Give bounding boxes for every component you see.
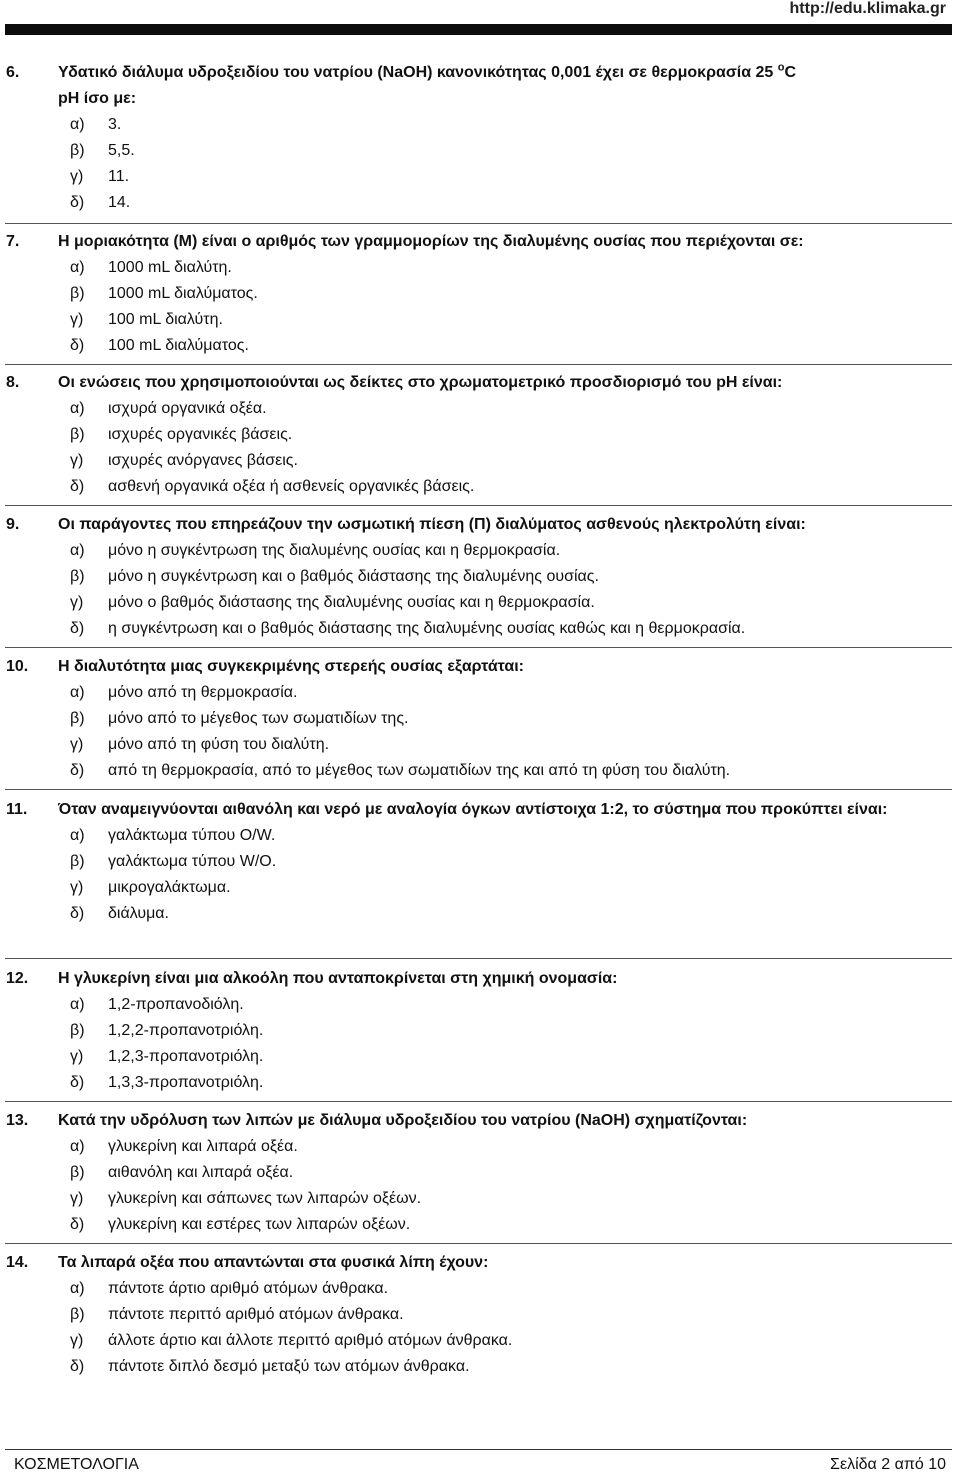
question-stem (0, 797, 960, 823)
option-a[interactable] (0, 1134, 960, 1160)
option-text: 14. (108, 194, 131, 211)
option-text: 100 mL διαλύτη. (108, 311, 223, 328)
option-label: δ) (70, 1358, 85, 1375)
option-c[interactable] (0, 590, 960, 616)
option-b[interactable] (0, 849, 960, 875)
option-a[interactable] (0, 823, 960, 849)
question-7 (0, 229, 960, 359)
question-12 (0, 966, 960, 1096)
question-11 (0, 797, 960, 927)
option-text: μόνο η συγκέντρωση και ο βαθμός διάστασης της διαλυμένης ουσίας. (108, 568, 599, 585)
question-text: Η γλυκερίνη είναι μια αλκοόλη που ανταποκρίνεται στη χημική ονομασία: (58, 970, 618, 987)
separator (5, 364, 952, 365)
option-label: β) (70, 710, 85, 727)
option-label: β) (70, 426, 85, 443)
option-label: α) (70, 116, 85, 133)
option-text: 11. (108, 168, 130, 185)
option-label: γ) (70, 311, 84, 328)
separator (5, 223, 952, 224)
separator (5, 789, 952, 790)
option-d[interactable] (0, 901, 960, 927)
option-d[interactable] (0, 1212, 960, 1238)
question-text-unit: C (784, 64, 797, 81)
option-label: γ) (70, 594, 84, 611)
option-d[interactable] (0, 333, 960, 359)
question-text: Η μοριακότητα (M) είναι ο αριθμός των γραμμομορίων της διαλυμένης ουσίας που περιέχονται σε: (58, 233, 804, 250)
option-label: β) (70, 142, 85, 159)
question-text-line2: pH ίσο με: (58, 90, 137, 107)
question-text: Οι ενώσεις που χρησιμοποιούνται ως δείκτες στο χρωματομετρικό προσδιορισμό του pH είναι: (58, 374, 783, 391)
option-c[interactable] (0, 448, 960, 474)
option-text: 1000 mL διαλύματος. (108, 285, 258, 302)
option-b[interactable] (0, 1018, 960, 1044)
option-text: μόνο από τη φύση του διαλύτη. (108, 736, 330, 753)
option-a[interactable] (0, 680, 960, 706)
question-text: Οι παράγοντες που επηρεάζουν την ωσμωτική πίεση (Π) διαλύματος ασθενούς ηλεκτρολύτη είναι: (58, 516, 806, 533)
option-label: β) (70, 1164, 85, 1181)
option-label: α) (70, 1138, 85, 1155)
question-number: 8. (6, 374, 20, 391)
option-label: δ) (70, 1074, 85, 1091)
question-text: Κατά την υδρόλυση των λιπών με διάλυμα υδροξειδίου του νατρίου (NaOH) σχηματίζονται: (58, 1112, 748, 1129)
option-text: άλλοτε άρτιο και άλλοτε περιττό αριθμό ατόμων άνθρακα. (108, 1332, 513, 1349)
footer-subject: ΚΟΣΜΕΤΟΛΟΓΙΑ (14, 1456, 139, 1473)
option-text: μικρογαλάκτωμα. (108, 879, 231, 896)
option-d[interactable] (0, 1354, 960, 1380)
option-label: γ) (70, 879, 84, 896)
option-text: αιθανόλη και λιπαρά οξέα. (108, 1164, 294, 1181)
separator (5, 1243, 952, 1244)
option-label: β) (70, 285, 85, 302)
option-label: β) (70, 568, 85, 585)
question-8 (0, 370, 960, 500)
option-text: ισχυρές οργανικές βάσεις. (108, 426, 293, 443)
option-text: 100 mL διαλύματος. (108, 337, 249, 354)
question-13 (0, 1108, 960, 1238)
option-d[interactable] (0, 616, 960, 642)
option-label: α) (70, 259, 85, 276)
question-number: 6. (6, 64, 20, 81)
option-text: γλυκερίνη και εστέρες των λιπαρών οξέων. (108, 1216, 411, 1233)
question-stem (0, 229, 960, 255)
option-text: πάντοτε περιττό αριθμό ατόμων άνθρακα. (108, 1306, 404, 1323)
option-text: ασθενή οργανικά οξέα ή ασθενείς οργανικές βάσεις. (108, 478, 475, 495)
question-number: 11. (6, 801, 28, 818)
footer-rule (5, 1449, 952, 1450)
option-d[interactable] (0, 1070, 960, 1096)
question-6 (0, 60, 960, 216)
option-label: γ) (70, 1048, 84, 1065)
option-a[interactable] (0, 112, 960, 138)
option-c[interactable] (0, 307, 960, 333)
option-b[interactable] (0, 138, 960, 164)
question-number: 7. (6, 233, 20, 250)
option-text: 3. (108, 116, 122, 133)
footer-page-number: Σελίδα 2 από 10 (830, 1456, 946, 1473)
question-number: 14. (6, 1254, 29, 1271)
option-text: μόνο από το μέγεθος των σωματιδίων της. (108, 710, 409, 727)
option-label: δ) (70, 905, 85, 922)
option-label: δ) (70, 1216, 85, 1233)
question-number: 10. (6, 658, 29, 675)
question-10 (0, 654, 960, 784)
option-text: η συγκέντρωση και ο βαθμός διάστασης της διαλυμένης ουσίας καθώς και η θερμοκρασία. (108, 620, 746, 637)
option-text: ισχυρά οργανικά οξέα. (108, 400, 267, 417)
option-label: α) (70, 1280, 85, 1297)
question-number: 12. (6, 970, 29, 987)
option-a[interactable] (0, 1276, 960, 1302)
header-bar (5, 24, 952, 35)
option-text: ισχυρές ανόργανες βάσεις. (108, 452, 298, 469)
separator (5, 1101, 952, 1102)
separator (5, 647, 952, 648)
question-number: 13. (6, 1112, 29, 1129)
option-text: μόνο η συγκέντρωση της διαλυμένης ουσίας και η θερμοκρασία. (108, 542, 561, 559)
option-b[interactable] (0, 1160, 960, 1186)
option-c[interactable] (0, 1044, 960, 1070)
option-text: 1,2,2-προπανοτριόλη. (108, 1022, 264, 1039)
option-text: γλυκερίνη και λιπαρά οξέα. (108, 1138, 298, 1155)
option-label: α) (70, 542, 85, 559)
option-c[interactable] (0, 875, 960, 901)
option-label: α) (70, 996, 85, 1013)
option-label: β) (70, 853, 85, 870)
option-d[interactable] (0, 190, 960, 216)
option-b[interactable] (0, 706, 960, 732)
degree-sup: o (777, 61, 785, 74)
header-url[interactable]: http://edu.klimaka.gr (789, 0, 946, 17)
question-text: Υδατικό διάλυμα υδροξειδίου του νατρίου (NaOH) κανονικότητας 0,001 έχει σε θερμοκρασία 25 (58, 64, 778, 81)
option-text: μόνο ο βαθμός διάστασης της διαλυμένης ουσίας και η θερμοκρασία. (108, 594, 595, 611)
separator (5, 958, 952, 959)
option-c[interactable] (0, 164, 960, 190)
question-stem (0, 1250, 960, 1276)
option-a[interactable] (0, 992, 960, 1018)
option-text: μόνο από τη θερμοκρασία. (108, 684, 298, 701)
option-text: πάντοτε άρτιο αριθμό ατόμων άνθρακα. (108, 1280, 389, 1297)
question-text: Όταν αναμειγνύονται αιθανόλη και νερό με αναλογία όγκων αντίστοιχα 1:2, το σύστημα που προκύπτει είναι: (58, 801, 888, 818)
question-number: 9. (6, 516, 20, 533)
option-b[interactable] (0, 1302, 960, 1328)
question-stem (0, 966, 960, 992)
question-stem (0, 512, 960, 538)
option-text: γλυκερίνη και σάπωνες των λιπαρών οξέων. (108, 1190, 422, 1207)
option-label: α) (70, 827, 85, 844)
question-9 (0, 512, 960, 642)
option-label: δ) (70, 337, 85, 354)
option-label: γ) (70, 1332, 84, 1349)
option-label: γ) (70, 452, 84, 469)
option-a[interactable] (0, 538, 960, 564)
option-label: β) (70, 1306, 85, 1323)
option-label: β) (70, 1022, 85, 1039)
option-text: από τη θερμοκρασία, από το μέγεθος των σωματιδίων της και από τη φύση του διαλύτη. (108, 762, 731, 779)
option-text: 1,3,3-προπανοτριόλη. (108, 1074, 264, 1091)
option-text: 1000 mL διαλύτη. (108, 259, 232, 276)
option-label: δ) (70, 194, 85, 211)
option-text: γαλάκτωμα τύπου W/O. (108, 853, 277, 870)
option-d[interactable] (0, 758, 960, 784)
question-stem (0, 654, 960, 680)
option-text: 1,2,3-προπανοτριόλη. (108, 1048, 264, 1065)
option-a[interactable] (0, 255, 960, 281)
option-b[interactable] (0, 422, 960, 448)
option-b[interactable] (0, 281, 960, 307)
option-label: α) (70, 400, 85, 417)
option-label: γ) (70, 736, 84, 753)
option-c[interactable] (0, 1186, 960, 1212)
option-label: δ) (70, 478, 85, 495)
option-label: α) (70, 684, 85, 701)
option-a[interactable] (0, 396, 960, 422)
question-text: Η διαλυτότητα μιας συγκεκριμένης στερεής ουσίας εξαρτάται: (58, 658, 524, 675)
option-text: διάλυμα. (108, 905, 169, 922)
option-label: δ) (70, 762, 85, 779)
question-14 (0, 1250, 960, 1380)
question-stem (0, 60, 960, 112)
option-text: 1,2-προπανοδιόλη. (108, 996, 244, 1013)
separator (5, 505, 952, 506)
option-text: 5,5. (108, 142, 135, 159)
option-text: πάντοτε διπλό δεσμό μεταξύ των ατόμων άνθρακα. (108, 1358, 470, 1375)
option-b[interactable] (0, 564, 960, 590)
question-text: Τα λιπαρά οξέα που απαντώνται στα φυσικά λίπη έχουν: (58, 1254, 489, 1271)
option-label: γ) (70, 1190, 84, 1207)
option-label: γ) (70, 168, 84, 185)
question-stem (0, 370, 960, 396)
option-text: γαλάκτωμα τύπου O/W. (108, 827, 276, 844)
option-label: δ) (70, 620, 85, 637)
option-c[interactable] (0, 732, 960, 758)
option-d[interactable] (0, 474, 960, 500)
option-c[interactable] (0, 1328, 960, 1354)
question-stem (0, 1108, 960, 1134)
